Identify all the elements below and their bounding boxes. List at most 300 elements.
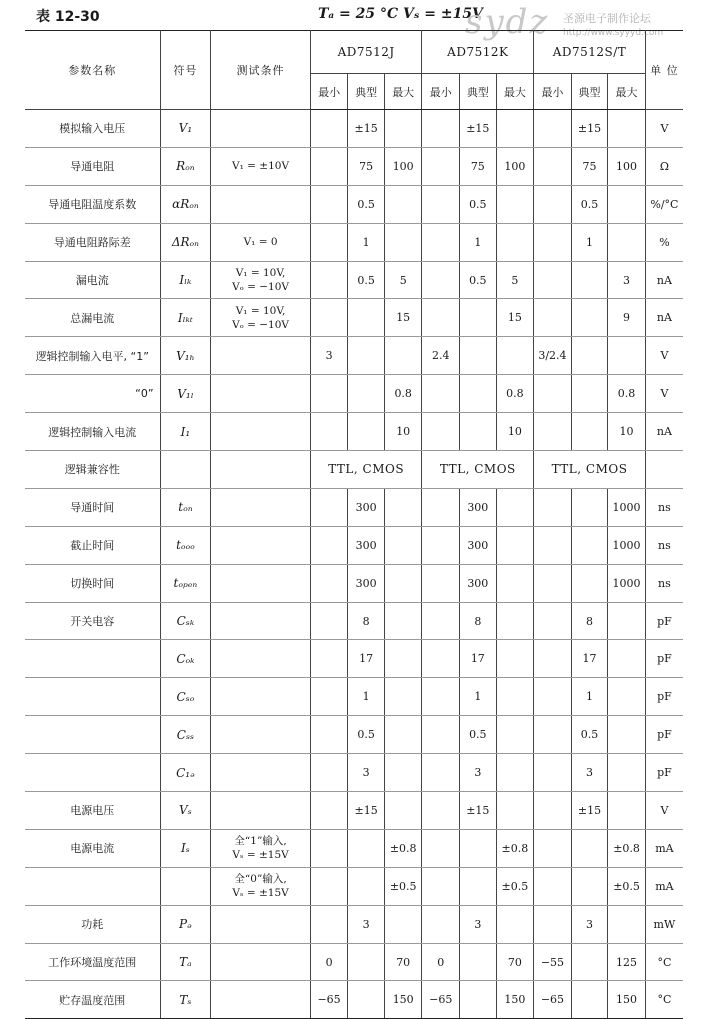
value-cell: [496, 564, 534, 602]
value-cell: [310, 413, 348, 451]
value-cell: [384, 526, 422, 564]
unit-cell: V: [645, 792, 683, 830]
table-row: [25, 640, 683, 678]
condition-line: 全“1”输入,: [234, 835, 287, 848]
value-cell: [384, 678, 422, 716]
value-cell: [608, 640, 646, 678]
value-cell: [348, 943, 385, 981]
unit-cell: pF: [645, 754, 683, 792]
value-cell: [422, 375, 460, 413]
value-cell: [384, 716, 422, 754]
value-cell: 300: [460, 488, 497, 526]
sub-header: [348, 74, 385, 110]
value-cell: [496, 754, 534, 792]
sub-header-label: 典型: [578, 85, 601, 99]
value-cell: 10: [384, 413, 422, 451]
value-cell: [571, 261, 608, 299]
value-cell: ±15: [460, 110, 497, 148]
value-cell: [422, 488, 460, 526]
value-cell: [534, 867, 572, 905]
value-cell: 8: [348, 602, 385, 640]
symbol-cell: tₒₚₑₙ: [160, 564, 211, 602]
value-cell: 3: [310, 337, 348, 375]
sub-header-label: 最小: [541, 85, 564, 99]
header-group-k: [422, 31, 534, 74]
value-cell: [422, 147, 460, 185]
value-cell: [534, 716, 572, 754]
condition-cell: [211, 754, 311, 792]
value-cell: 0.5: [460, 261, 497, 299]
value-cell: [534, 754, 572, 792]
value-cell: [460, 943, 497, 981]
value-cell: [348, 337, 385, 375]
value-cell: [310, 564, 348, 602]
param-name-cell: 贮存温度范围: [25, 981, 160, 1019]
value-cell: 17: [348, 640, 385, 678]
value-cell: 5: [384, 261, 422, 299]
value-cell: 0.8: [496, 375, 534, 413]
value-cell: [534, 488, 572, 526]
condition-cell: [211, 943, 311, 981]
condition-line: Vₒ = −10V: [232, 318, 289, 331]
value-cell: [422, 299, 460, 337]
table-row: [25, 943, 683, 981]
value-cell: 8: [460, 602, 497, 640]
value-cell: 75: [460, 147, 497, 185]
value-cell: 0.5: [571, 716, 608, 754]
table-number: 表 12-30: [36, 9, 100, 25]
sub-header: [384, 74, 422, 110]
condition-cell: [211, 413, 311, 451]
value-cell: [422, 640, 460, 678]
param-name-cell: [25, 678, 160, 716]
param-name-cell: [25, 867, 160, 905]
table-row: [25, 147, 683, 185]
value-cell: ±15: [571, 110, 608, 148]
condition-cell: [211, 526, 311, 564]
value-cell: [422, 829, 460, 867]
value-cell: [571, 526, 608, 564]
value-cell: ±0.8: [496, 829, 534, 867]
header-unit: [645, 31, 683, 110]
value-cell: 5: [496, 261, 534, 299]
value-cell: [534, 299, 572, 337]
unit-cell: %/°C: [645, 185, 683, 223]
value-cell: ±15: [571, 792, 608, 830]
value-cell: [384, 905, 422, 943]
spec-table-body: [25, 110, 683, 1019]
param-name-cell: 漏电流: [25, 261, 160, 299]
value-cell: 300: [460, 564, 497, 602]
value-cell: 300: [348, 488, 385, 526]
value-cell: 1000: [608, 564, 646, 602]
value-cell: 1000: [608, 526, 646, 564]
value-cell: 1: [460, 223, 497, 261]
value-cell: [608, 754, 646, 792]
param-name-cell: 模拟输入电压: [25, 110, 160, 148]
symbol-cell: Cₛₛ: [160, 716, 211, 754]
table-row: [25, 261, 683, 299]
unit-cell: mW: [645, 905, 683, 943]
table-row: [25, 337, 683, 375]
symbol-cell: V₁: [160, 110, 211, 148]
value-cell: [310, 147, 348, 185]
header-unit-label: 单 位: [650, 64, 679, 77]
sub-header: [310, 74, 348, 110]
group-label-k: AD7512K: [447, 45, 509, 59]
param-name-cell: [25, 640, 160, 678]
value-cell: [422, 185, 460, 223]
header-symbol: [160, 31, 211, 110]
header-symbol-label: 符号: [173, 64, 198, 77]
table-row: [25, 110, 683, 148]
header-group-st: [534, 31, 646, 74]
header-param: [25, 31, 160, 110]
value-cell: [422, 261, 460, 299]
value-cell: 0.5: [460, 185, 497, 223]
value-cell: [310, 792, 348, 830]
condition-cell: [211, 375, 311, 413]
table-row: [25, 754, 683, 792]
value-cell: [384, 223, 422, 261]
value-cell: [310, 754, 348, 792]
watermark-logo: sydz: [465, 2, 550, 42]
symbol-cell: Iₗₖ: [160, 261, 211, 299]
value-cell: [534, 110, 572, 148]
condition-cell: [211, 716, 311, 754]
value-cell: ±0.8: [384, 829, 422, 867]
value-cell: [534, 413, 572, 451]
value-cell: [534, 526, 572, 564]
condition-cell: [211, 261, 311, 299]
value-cell: [534, 829, 572, 867]
condition-line: Vₛ = ±15V: [232, 887, 289, 900]
value-cell: 100: [608, 147, 646, 185]
value-cell: 8: [571, 602, 608, 640]
value-cell: [348, 829, 385, 867]
value-cell: [422, 223, 460, 261]
value-cell: [608, 223, 646, 261]
value-cell: 150: [384, 981, 422, 1019]
value-cell: ±15: [348, 110, 385, 148]
value-cell: [422, 905, 460, 943]
condition-line: V₁ = ±10V: [232, 160, 290, 173]
condition-cell: [211, 640, 311, 678]
value-cell: [422, 564, 460, 602]
condition-cell: [211, 451, 311, 489]
value-cell: 15: [384, 299, 422, 337]
condition-line: V₁ = 10V,: [235, 304, 286, 317]
value-cell: −65: [422, 981, 460, 1019]
unit-cell: pF: [645, 640, 683, 678]
table-row: [25, 413, 683, 451]
sub-header: [422, 74, 460, 110]
value-cell: [310, 185, 348, 223]
value-cell: [310, 640, 348, 678]
value-cell: [496, 905, 534, 943]
value-cell: [384, 602, 422, 640]
value-cell: [310, 905, 348, 943]
value-cell: [496, 488, 534, 526]
param-name-cell: 切换时间: [25, 564, 160, 602]
value-cell: [310, 261, 348, 299]
value-cell: ±15: [348, 792, 385, 830]
value-cell: [496, 602, 534, 640]
value-cell: [571, 337, 608, 375]
table-row: [25, 602, 683, 640]
symbol-cell: tₒₒₒ: [160, 526, 211, 564]
sub-header-label: 最大: [503, 85, 526, 99]
test-conditions: Tₐ = 25 °C Vₛ = ±15V: [318, 6, 483, 22]
condition-cell: [211, 147, 311, 185]
unit-cell: V: [645, 337, 683, 375]
symbol-cell: V₁ₕ: [160, 337, 211, 375]
value-cell: 0: [310, 943, 348, 981]
value-cell: [310, 110, 348, 148]
symbol-cell: Iₛ: [160, 829, 211, 867]
value-cell: [571, 299, 608, 337]
value-cell: 3: [571, 754, 608, 792]
value-cell: 3: [348, 754, 385, 792]
value-cell: ±15: [460, 792, 497, 830]
value-cell: [348, 867, 385, 905]
value-cell: ±0.5: [608, 867, 646, 905]
value-cell: [384, 792, 422, 830]
logic-compat-cell: TTL, CMOS: [534, 451, 646, 489]
table-row: [25, 867, 683, 905]
value-cell: 0: [422, 943, 460, 981]
value-cell: [496, 792, 534, 830]
condition-cell: [211, 829, 311, 867]
header-group-j: [310, 31, 422, 74]
value-cell: 0.5: [348, 261, 385, 299]
condition-cell: [211, 110, 311, 148]
sub-header-label: 最小: [429, 85, 452, 99]
condition-line: V₁ = 0: [243, 236, 278, 249]
value-cell: 1: [348, 678, 385, 716]
value-cell: [310, 223, 348, 261]
value-cell: 3: [348, 905, 385, 943]
symbol-cell: I₁: [160, 413, 211, 451]
param-name-cell: 工作环境温度范围: [25, 943, 160, 981]
value-cell: [422, 413, 460, 451]
value-cell: 3: [460, 754, 497, 792]
value-cell: [608, 110, 646, 148]
value-cell: [310, 716, 348, 754]
table-row: [25, 905, 683, 943]
symbol-cell: Cₛₒ: [160, 678, 211, 716]
symbol-cell: Cₛₖ: [160, 602, 211, 640]
sub-header: [571, 74, 608, 110]
symbol-cell: [160, 867, 211, 905]
sub-header: [608, 74, 646, 110]
value-cell: 17: [571, 640, 608, 678]
value-cell: [384, 754, 422, 792]
table-row: [25, 678, 683, 716]
condition-cell: [211, 905, 311, 943]
value-cell: [496, 110, 534, 148]
value-cell: [534, 223, 572, 261]
watermark-url: http://www.syyyd.com: [563, 28, 664, 38]
value-cell: ±0.8: [608, 829, 646, 867]
sub-header-label: 最大: [392, 85, 415, 99]
value-cell: [571, 564, 608, 602]
value-cell: [608, 905, 646, 943]
param-name-cell: 逻辑兼容性: [25, 451, 160, 489]
value-cell: [384, 185, 422, 223]
value-cell: [496, 678, 534, 716]
value-cell: 10: [608, 413, 646, 451]
value-cell: [534, 261, 572, 299]
value-cell: [571, 829, 608, 867]
condition-cell: [211, 337, 311, 375]
param-name-cell: 截止时间: [25, 526, 160, 564]
value-cell: 0.5: [460, 716, 497, 754]
unit-cell: nA: [645, 261, 683, 299]
param-name-cell: 电源电压: [25, 792, 160, 830]
param-name-cell: 功耗: [25, 905, 160, 943]
param-name-cell: [25, 716, 160, 754]
value-cell: [422, 867, 460, 905]
unit-cell: ns: [645, 564, 683, 602]
value-cell: 125: [608, 943, 646, 981]
value-cell: [496, 526, 534, 564]
value-cell: [496, 337, 534, 375]
value-cell: [460, 299, 497, 337]
value-cell: [310, 299, 348, 337]
table-row: [25, 829, 683, 867]
value-cell: [534, 185, 572, 223]
value-cell: [310, 678, 348, 716]
value-cell: [310, 526, 348, 564]
symbol-cell: V₁ₗ: [160, 375, 211, 413]
condition-cell: [211, 678, 311, 716]
value-cell: ±0.5: [384, 867, 422, 905]
value-cell: [534, 375, 572, 413]
unit-cell: ns: [645, 526, 683, 564]
condition-cell: [211, 792, 311, 830]
value-cell: [534, 147, 572, 185]
value-cell: 1: [571, 223, 608, 261]
sub-header-label: 典型: [355, 85, 378, 99]
value-cell: [571, 867, 608, 905]
value-cell: 300: [348, 526, 385, 564]
value-cell: [422, 602, 460, 640]
sub-header: [460, 74, 497, 110]
value-cell: 70: [384, 943, 422, 981]
header-param-label: 参数名称: [68, 64, 117, 77]
symbol-cell: [160, 451, 211, 489]
value-cell: 1: [571, 678, 608, 716]
value-cell: [608, 185, 646, 223]
condition-line: V₁ = 10V,: [235, 267, 286, 279]
unit-cell: °C: [645, 981, 683, 1019]
unit-cell: ns: [645, 488, 683, 526]
value-cell: 10: [496, 413, 534, 451]
param-name-cell: 导通电阻路际差: [25, 223, 160, 261]
value-cell: [534, 564, 572, 602]
value-cell: 300: [460, 526, 497, 564]
value-cell: [310, 375, 348, 413]
value-cell: [348, 413, 385, 451]
unit-cell: mA: [645, 867, 683, 905]
group-label-j: AD7512J: [337, 45, 395, 59]
value-cell: [384, 640, 422, 678]
unit-cell: V: [645, 110, 683, 148]
symbol-cell: tₒₙ: [160, 488, 211, 526]
value-cell: [608, 792, 646, 830]
condition-cell: [211, 299, 311, 337]
unit-cell: pF: [645, 678, 683, 716]
condition-line: Vₛ = ±15V: [232, 849, 289, 862]
value-cell: [422, 792, 460, 830]
value-cell: [496, 716, 534, 754]
table-row: [25, 488, 683, 526]
param-name-cell: 导通时间: [25, 488, 160, 526]
table-row: [25, 564, 683, 602]
value-cell: 150: [608, 981, 646, 1019]
value-cell: [384, 337, 422, 375]
symbol-cell: Iₗₖₜ: [160, 299, 211, 337]
header-condition: [211, 31, 311, 110]
value-cell: 3: [608, 261, 646, 299]
value-cell: 0.5: [348, 716, 385, 754]
value-cell: [460, 413, 497, 451]
param-name-cell: 导通电阻温度系数: [25, 185, 160, 223]
value-cell: 17: [460, 640, 497, 678]
value-cell: [310, 829, 348, 867]
param-name-cell: 开关电容: [25, 602, 160, 640]
symbol-cell: Vₛ: [160, 792, 211, 830]
value-cell: 0.8: [608, 375, 646, 413]
condition-cell: [211, 602, 311, 640]
value-cell: −65: [310, 981, 348, 1019]
unit-cell: [645, 451, 683, 489]
value-cell: [384, 488, 422, 526]
sub-header-label: 最小: [318, 85, 341, 99]
value-cell: 75: [571, 147, 608, 185]
value-cell: 100: [496, 147, 534, 185]
value-cell: [348, 375, 385, 413]
value-cell: [422, 110, 460, 148]
spec-table: [25, 30, 683, 1019]
condition-cell: [211, 564, 311, 602]
table-row: [25, 716, 683, 754]
param-name-cell: 逻辑控制输入电流: [25, 413, 160, 451]
value-cell: 1000: [608, 488, 646, 526]
condition-line: Vₒ = −10V: [232, 281, 289, 293]
unit-cell: nA: [645, 413, 683, 451]
condition-cell: [211, 223, 311, 261]
value-cell: 9: [608, 299, 646, 337]
unit-cell: mA: [645, 829, 683, 867]
symbol-cell: ΔRₒₙ: [160, 223, 211, 261]
table-row: [25, 792, 683, 830]
value-cell: [534, 602, 572, 640]
value-cell: [310, 602, 348, 640]
unit-cell: °C: [645, 943, 683, 981]
symbol-cell: Rₒₙ: [160, 147, 211, 185]
logic-compat-cell: TTL, CMOS: [310, 451, 422, 489]
value-cell: [496, 640, 534, 678]
value-cell: −65: [534, 981, 572, 1019]
value-cell: [608, 602, 646, 640]
value-cell: [608, 337, 646, 375]
value-cell: [422, 754, 460, 792]
value-cell: [571, 488, 608, 526]
value-cell: [384, 110, 422, 148]
value-cell: 100: [384, 147, 422, 185]
